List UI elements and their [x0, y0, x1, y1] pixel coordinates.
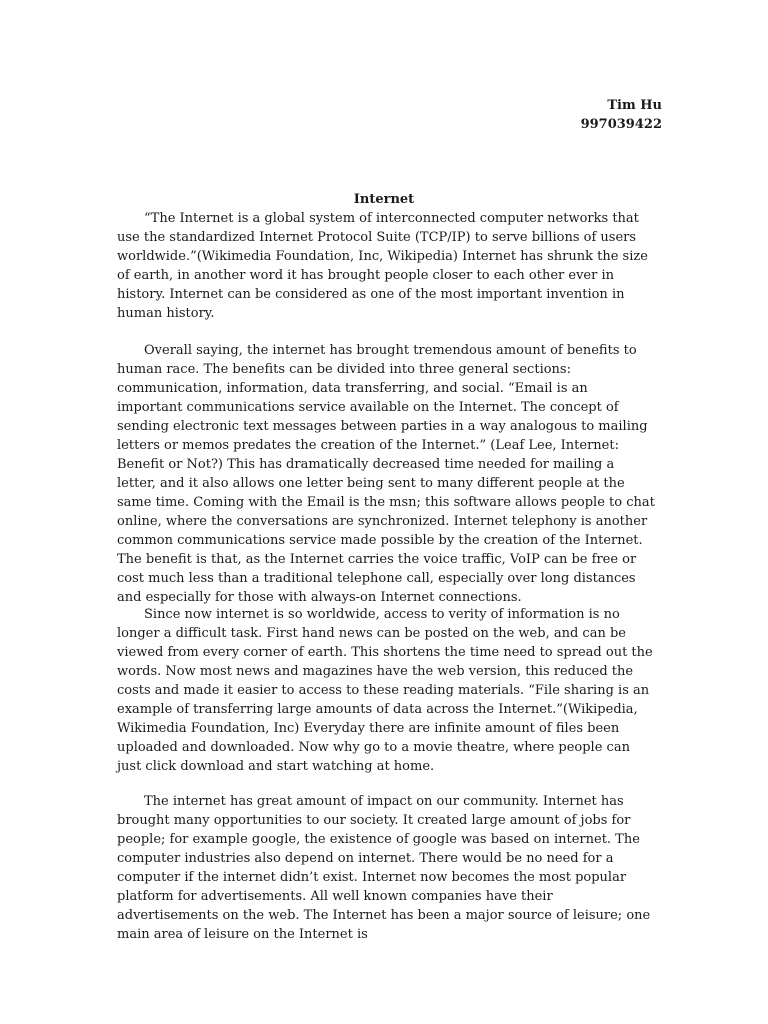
paragraph — [117, 605, 656, 776]
paragraph — [117, 792, 656, 944]
author-block — [581, 96, 662, 134]
author-name: Tim Hu — [607, 98, 662, 113]
paragraph — [117, 209, 656, 323]
paragraph-text: The internet has great amount of impact on our community. Internet has brought many opportunities to our society. It created large amount of jobs for people; for example google, the existence of google was based on internet. The computer industries also depend on internet. There would be no need for a computer if the internet didn’t exist. Internet now becomes the most popular platform for advertisements. All well known companies have their advertisements on the web. The Internet has been a major source of leisure; one main area of leisure on the Internet is — [117, 794, 651, 942]
document-title: Internet — [353, 192, 415, 207]
paragraph-text: Since now internet is so worldwide, access to verity of information is no longer a difficult task. First hand news can be posted on the web, and can be viewed from every corner of earth. This shortens the time need to spread out the words. Now most news and magazines have the web version, this reduced the costs and made it easier to access to these reading materials. “File sharing is an example of transferring large amounts of data across the Internet.”(Wikipedia, Wikimedia Foundation, Inc) Everyday there are infinite amount of files been uploaded and downloaded. Now why go to a movie theatre, where people can just click download and start watching at home. — [117, 607, 653, 774]
paragraph-text: “The Internet is a global system of interconnected computer networks that use the standardized Internet Protocol Suite (TCP/IP) to serve billions of users worldwide.”(Wikimedia Foundation, Inc, Wikipedia) Internet has shrunk the size of earth, in another word it has brought people closer to each other ever in history. Internet can be considered as one of the most important invention in human history. — [117, 211, 648, 321]
paragraph-text: Overall saying, the internet has brought tremendous amount of benefits to human race. The benefits can be divided into three general sections: communication, information, data transferring, and social. “Email is an important communications service available on the Internet. The concept of sending electronic text messages between parties in a way analogous to mailing letters or memos predates the creation of the Internet.” (Leaf Lee, Internet: Benefit or Not?) This has dramatically decreased time needed for mailing a letter, and it also allows one letter being sent to many different people at the same time. Coming with the Email is the msn; this software allows people to chat online, where the conversations are synchronized. Internet telephony is another common communications service made possible by the creation of the Internet. The benefit is that, as the Internet carries the voice traffic, VoIP can be free or cost much less than a traditional telephone call, especially over long distances and especially for those with always-on Internet connections. — [117, 343, 655, 605]
paragraph — [117, 341, 656, 607]
author-id: 997039422 — [580, 117, 662, 132]
